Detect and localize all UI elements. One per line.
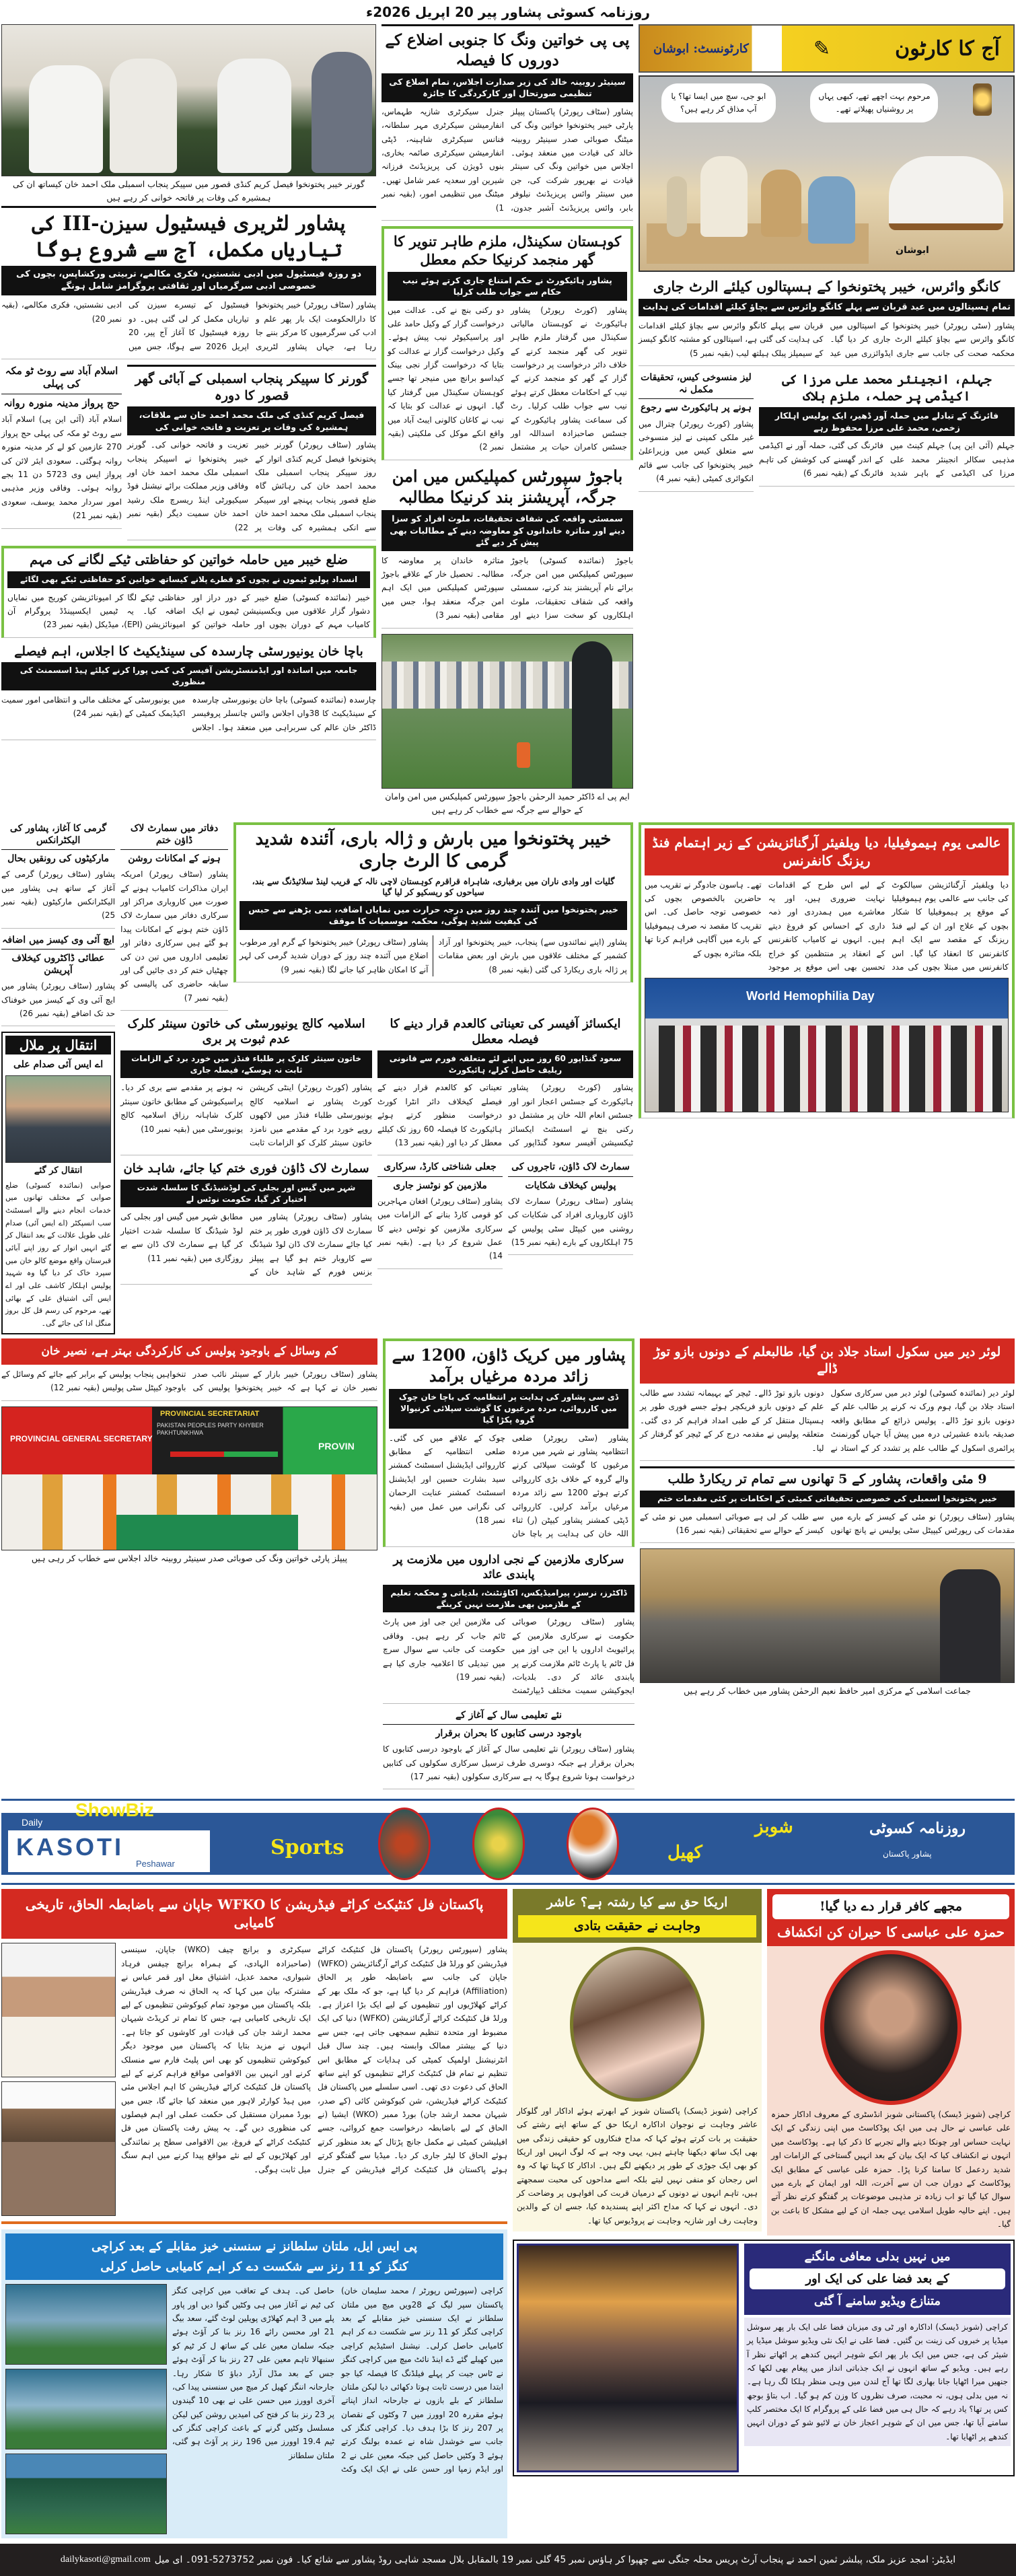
headline: باجوڑ سپورٹس کمپلیکس میں امن جرگہ، آپریشنز بند کرنیکا مطالبہ [392,466,623,507]
story-body: اسلام آباد (آئی این پی) اسلام آباد سے روٹ ٹو مکہ کی پہلی حج پرواز 270 عازمین کو لے کر مدینہ منورہ روانہ ہوگئی۔ سعودی ایئر لائن کی پرواز ایس وی 5723 دن 11 بجے روانہ ہوئی۔ وفاقی وزیر مذہبی امور سردار محمد یوسف، سعودی (بقیہ نمبر 21) [1,415,122,521]
headline-line-2: حج پرواز مدینہ منورہ روانہ [3,396,120,409]
subheadline: تمام ہسپتالوں میں عید قربان سے پہلے کانگو وائرس سے بچاؤ کیلئے اقدامات کی ہدایت [639,299,1015,316]
section-top [0,24,1016,818]
story-fiza-ali [513,2240,1015,2476]
obituary-sub: انتقال کر گئے [34,1165,83,1176]
subheadline: خیبر پختونخوا میں آئندہ چند روز میں درجہ حرارت میں نمایاں اضافہ، نمی بڑھنے سے حبس کی کیفیت شدید ہوگی، محکمہ موسمیات کا موقف [240,901,627,930]
photo-psl-batting [5,2284,167,2365]
story-bajaur-jirga [382,466,633,629]
football-goalkeeper-icon [472,1808,525,1880]
story-excise-officer [377,1016,633,1155]
photo-governor-fateha [1,24,376,176]
story-islamia-college [120,1016,372,1155]
story-body: پشاور (سٹاف رپورٹر) گورنر خیبر پختونخوا فیصل کریم کنڈی اتوار کے روز سپیکر پنجاب اسمبلی ملک محمد احمد خان کی رہائش گاہ ضلع قصور پنجاب پہنچے اور سپیکر پنجاب اسمبلی ملک محمد احمد خان سے انکی ہمشیرہ کی وفات پر تعزیت و فاتحہ خوانی کی۔ گورنر خیبر پختونخوا نے اسپیکر پنجاب اسمبلی ملک محمد احمد خان اور وفاقی وزیر مملکت برائے نیشنل فوڈ سیکیورٹی اینڈ ریسرچ ملک رشید احمد خان سمیت دیگر (بقیہ نمبر 22) [127,440,377,532]
footer-imprint-bar [0,2544,1016,2576]
photo-psl-celebration [5,2454,167,2534]
story-body: کراچی (سپورٹس رپورٹر / محمد سلیمان خان) پاکستان سپر لیگ کے 28ویں میچ میں ملتان سلطانز نے ایک سنسنی خیز مقابلے کے بعد کراچی کنگز کو 11 رنز سے شکست دے کر اہم کامیابی حاصل کرلی۔ نیشنل اسٹیڈیم کراچی میں کھیلے گئے ڈے اینڈ نائٹ میچ میں کراچی کنگز نے ٹاس جیت کر پہلے فیلڈنگ کا فیصلہ کیا جو ابتدا میں درست ثابت ہوتا دکھائی دیا لیکن ملتان سلطانز کے بلے بازوں نے جارحانہ انداز اپناتے ہوئے مقررہ 20 اوورز میں 7 وکٹوں کے نقصان پر 207 رنز کا بڑا ہدف دیا۔ کراچی کنگز کی جانب سے خوشدل شاہ نے عمدہ بولنگ کرتے ہوئے 3 وکٹیں حاصل کیں جبکہ معین علی نے 2 اور ایڈم زمپا اور حسن علی نے ایک ایک وکٹ حاصل کی۔ ہدف کے تعاقب میں کراچی کنگز کی ٹیم نے آغاز میں ہی وکٹیں گنوا دیں اور پاور پلے میں 3 اہم کھلاڑی پویلین لوٹ گئے، سعد بیگ 21 اور محسن رائے 16 رنز بنا کر آؤٹ ہوئے جبکہ سلمان معین علی کے ساتھ ل کر ٹیم کو سنبھالا تاہم معین علی 27 رنز بنا کر آؤٹ ہوئے جس کے بعد مڈل آرڈر دباؤ کا شکار رہا۔ جارحانہ اننگز کھیل کر میچ میں سنسنی پیدا کی، آخری اوورز میں حسن علی نے بھی 10 گیندوں پر 23 رنز بنا کر فتح کی امیدیں روشن کیں لیکن مسلسل وکٹیں گرنے کے باعث کراچی کنگز کی ٹیم 19.4 اوورز میں 196 رنز پر آؤٹ ہو گئی، ملتان سلطانز [172,2286,504,2474]
story-body: کراچی (شوبز ڈیسک) اداکارہ اور ٹی وی میزبان فضا علی ایک بار پھر سوشل میڈیا پر خبروں کی زینت بن گئیں۔ فضا علی نے ایک نئی ویڈیو سوشل میڈیا پر شیئر کی ہے، جس میں ایک بار پھر انکے شوہر انہیں کندھے پر اٹھاتے نظر آ رہے ہیں۔ ویڈیو کے ساتھ انہوں نے ایک جذباتی انداز میں پیغام بھی لکھا کہ جنھیں میرا اٹھایا جانا بھاری لگا تھا آج لندن میں وہی منظر ہلکا لگ رہا ہے۔ نہ میں بدلی ہوں، نہ محبت، صرف نظروں کا وزن کم ہو گیا۔ اب بتاؤ بوجھ کس پر تھا؟ یاد رہے کہ حال ہی میں فضا علی کے پروگرام کا ایک مختصر کلپ سامنے آیا تھا، جس میں ان کے شوہر اعجاز خان نے لائیو شو کے دوران انہیں کندھے پر اٹھایا تھا۔ [744,2318,1011,2447]
sports-balls-icon [567,1808,619,1880]
cartoonist-credit: کارٹونسٹ: ابوشان [653,41,749,56]
story-wfko-karate [1,1889,507,2224]
story-body: چارسدہ (نمائندہ کسوٹی) باچا خان یونیورسٹی چارسدہ کے سینڈیکیٹ کا 38واں اجلاس وائس چانسلر پروفیسر ڈاکٹر خان عالم کی سربراہی میں منعقد ہوا۔ اجلاس میں یونیورسٹی کے مختلف مالی و انتظامی امور سمیت اکیڈیمک کمیٹی کے (بقیہ نمبر 24) [1,694,377,732]
cricket-ball-icon [378,1808,431,1880]
headline-line-2: ہونے پر ہائیکورٹ سے رجوع [640,402,752,414]
section-third [0,1338,1016,1795]
subheadline: سمسئی واقعہ کی شفاف تحقیقات، ملوث افراد کو سزا دینے اور متاثرہ خاندانوں کو معاوضہ دینے کے مطالبات بھی پیش کر دیے گئے [382,510,633,551]
story-hiv-cases [1,934,115,1027]
story-ashir-wajahat [513,1889,762,2231]
story-body: پشاور (سٹاف رپورٹر) گرمی کے آغاز کے ساتھ ہی پشاور میں الیکٹرانکس مارکیٹوں (بقیہ نمبر 25) [1,869,116,921]
story-jhelum-attack [759,371,1015,487]
headline-line-2: عطائی ڈاکٹروں کیخلاف آپریشن [11,952,105,976]
headline-line-1: مجھے کافر قرار دے دیا گیا! [772,1894,1009,1919]
story-body: لوئر دیر (نمائندہ کسوٹی) لوئر دیر میں سرکاری سکول استاد جلاد بن گیا، ہوم ورک نہ کرنے پر طالب علم کے دونوں بازو توڑ ڈالے۔ پولیس ذرائع کے مطابق واقعہ صدیقہ باندہ عشیرئی درہ میں پیش آیا جہاں گورنمنٹ پرائمری اسکول کے طالب علم پر تشدد کر کے استاد نے دونوں بازو توڑ ڈالے۔ ٹیچر کے بہیمانہ تشدد سے طالب علم کے دونوں بازو فریکچر ہوئے جسے فوری طور پر ہسپتال منتقل کر کے طبی امداد فراہم کر دی گئی۔ متعلقہ پولیس نے مقدمہ درج کر کے ٹیچر کو گرفتار کر لیا۔ [640,1388,1015,1453]
obituary-body: صوابی (نمائندہ کسوٹی) ضلع صوابی کے مختلف تھانوں میں خدمات انجام دینے والے اسسٹنٹ سب انسپکٹر (اے ایس آئی) صدام علی طویل علالت کے بعد انتقال کر گئے انہیں اتوار کے روز اپنے آبائی قبرستان واقع موضع کالو خان میں سپرد خاک کر دیا گیا وہ شہید پولیس اہلکار کاشف علی اور اے ایس آئی اشتیاق علی کے بھائی تھے، مرحوم کی رسم قل کل بروز منگل ادا کی جائے گی۔ [5,1180,112,1328]
subheadline: جامعہ میں اساتذہ اور ایڈمنسٹریشن آفیسر کی کمی پورا کرنے کیلئے ہیڈ اسسمنٹ کی منظوری [1,662,376,690]
story-body: پشاور (سٹاف رپورٹر) امریکہ ایران مذاکرات کامیاب ہونے کے صورت میں کاروباری مراکز اور سرکاری دفاتر میں سمارٹ لاک ڈاؤن ختم ہونے کے امکانات پیدا ہو گئے ہیں سرکاری دفاتر اور تعلیمی اداروں میں تین دن کی چھٹیاں ختم کر دی جائیں گی اور سابقہ حاضری کی پالیسی کو (بقیہ نمبر 7) [120,869,228,1003]
story-body: پشاور (سٹاف رپورٹر) خیبر بازار کے سینئر نائب صدر نصیر خان نے کہا ہے کہ خیبر پختونخوا پولیس کی تنخواہیں پنجاب پولیس کے برابر کیے جائے کم وسائل کے باوجود کیپٹل سٹی پولیس (بقیہ نمبر 12) [1,1369,377,1393]
headline-box [767,1889,1015,1946]
headline-line-2: ملازمین کو نوٹسز جاری [393,1180,487,1191]
headline-line-3: متنازع ویڈیو سامنے آ گئی [813,2294,941,2309]
headline-line-1: گرمی کا آغاز، پشاور کی الیکٹرانکس [9,822,107,846]
story-body: کراچی (شوبز ڈیسک) پاکستانی شوبز انڈسٹری کے معروف اداکار حمزہ علی عباسی نے حال ہی میں ایک پوڈکاسٹ میں اپنی زندگی کے ایک نہایت حساس اور چونکا دینے والے تجربے کا ذکر کیا ہے۔ پوڈکاسٹ میں انہوں نے انکشاف کیا کہ ایک بیان کے بعد انہیں گستاخی کے الزامات اور شدید ردعمل کا سامنا کرنا پڑا۔ حمزہ علی عباسی کے مطابق ایک پوڈکاسٹ کے دوران جب ان سے آخرت، اللہ اور ایمان کے بارے میں سوال کیا گیا تو اب زیادہ تر مذہبی موضوعات پر گفتگو کرتے نظر آتے ہیں۔ اپنے حالیہ طویل اسلامی یہی جملہ ان کے لیے مشکل کا باعث بن گیا۔ [771,2110,1011,2229]
headline-box [744,2244,1011,2315]
story-smart-lockdown-shahid [120,1161,372,1285]
story-khyber-vaccination [1,546,376,638]
story-congo-virus [639,277,1015,366]
story-body-1: پشاور (اپنے نمائندوں سے) پنجاب، خیبر پختونخوا اور آزاد کشمیر کے مختلف علاقوں میں بارش اور بعض مقامات پر ژالہ باری ریکارڈ کی گئی (بقیہ نمبر 8) [438,937,627,974]
arrow-icon [170,1452,278,1457]
photo-jamaat-speech [640,1548,1015,1683]
story-govt-employees-ban [383,1552,634,1704]
headline-line-2: کے بعد فضا علی کی ایک اور [750,2268,1005,2289]
story-body: پشاور (سٹاف رپورٹر) نو مئی کے کیسز کے بارے میں مقدمات کی رپورٹس کیپیٹل سٹی پولیس نے پانچ تھانوں سے طلب کر لی ہے صوبائی اسمبلی میں نو مئی کے کیسز کے حوالے سے تحقیقاتی (بقیہ نمبر 16) [640,1511,1015,1535]
obituary-name: اے ایس آئی صدام علی [13,1059,104,1071]
headline: ایکسائز آفیسر کی تعیناتی کالعدم قرار دینے کا فیصلہ معطل [390,1017,621,1047]
lantern-icon [973,83,992,116]
showbiz-sports-banner [1,1799,1015,1885]
headline-line-1: نئے تعلیمی سال کے آغاز کے [455,1709,563,1721]
banner-khel-urdu: کھیل [667,1842,702,1863]
photo-ppp-caption: پیپلز پارٹی خواتین ونگ کی صوبائی صدر سینیٹر روبینہ خالد اجلاس سے خطاب کر رہی ہیں [31,1552,348,1563]
subheadline: ڈاکٹرز، نرسز، پیرامیڈیکس، اکاؤنٹنٹ، بلدیاتی و محکمہ تعلیم کے ملازمین بھی ملازمت نہیں کرینگے [383,1585,634,1613]
photo-hamza [820,1950,961,2105]
event-banner-text: World Hemophilia Day [746,989,875,1003]
headline: پشاور لٹریری فیسٹیول سیزن-III کی تیاریاں مکمل، آج سے شروع ہوگا [32,212,346,262]
banner-peshawar: Peshawar [136,1859,175,1869]
subheadline: خاتون سینئر کلرک پر طلباء فنڈز میں خورد برد کے الزامات ثابت نہ ہوسکے، فیصلہ جاری [120,1050,372,1079]
subheadline: سعود گنڈاپور 60 روز میں اپنے لئے متعلقہ فورم سے قانونی ریلیف حاصل کرلے، ہائیکورٹ [377,1050,633,1079]
kasoti-logo: روزنامہ کسوٹی [869,1820,966,1838]
banner-sports: Sports [270,1836,344,1860]
story-body: پشاور (سٹاف رپورٹر) نئے تعلیمی سال کے آغاز کے باوجود درسی کتابوں کا بحران برقرار ہے جبکہ دوسری طرف ترسیل سرکاری سکولوں کی کتابیں درخواست ہونا شروع ہوگا یہ ہے سرکاری سکولوں (بقیہ نمبر 17) [383,1744,634,1781]
cartoon-image [639,75,1015,272]
story-body: پشاور (کورٹ رپورٹر) پشاور ہائیکورٹ نے کوہستان مالیاتی سکینڈل میں گرفتار ملزم طاہر تنویر کی گھر منجمد کرنے کے خلاف دائر درخواست پر درخواست گزار کے گھر کو منجمد کرنے کے نیب کے احکامات معطل کرتے ہوئے نیب سے جواب طلب کرلیا۔ رٹ کی سماعت پشاور ہائیکورٹ کے جسٹس صاحبزادہ اسداللہ اور جسٹس کامران حیات پر مشتمل دو رکنی بنچ نے کی۔ عدالت میں درخواست گزار کے وکیل حامد علی اور پراسیکیوٹر نیب پیش ہوئے۔ وکیل درخواست گزار نے عدالت کو بتایا کہ درخواست گزار نجی بینک کیداسو برانچ میں منیجر تھا جسے کوہستان سکینڈل میں گرفتار کیا گیا۔ انہوں نے عدالت کو بتایا کہ نیب نے کاغان کالونی ایبٹ آباد میں واقع انکے موکل کی ملکیتی (بقیہ نمبر 2) [388,305,627,452]
pencil-icon: ✎ [813,36,831,61]
headline-line-2: وجاہت نے حقیقت بتادی [518,1915,756,1937]
headline: ضلع خیبر میں حاملہ خواتین کو حفاظتی ٹیکے لگانے کی مہم [30,552,348,568]
photo-karate-official-1 [1,1943,116,2077]
subheadline: فیصل کریم کنڈی کی ملک محمد احمد خان سے ملاقات، ہمشیرہ کی وفات پر تعزیت و فاتحہ خوانی کی [127,406,376,435]
story-rain-heat-alert [233,822,633,982]
cartoon-signature: ابوشان [896,245,929,256]
headline-line-1: جعلی شناختی کارڈ، سرکاری [384,1161,497,1173]
cartoon-title: آج کا کارٹون [895,36,1000,61]
photo-jamaat-caption: جماعت اسلامی کے مرکزی امیر حافظ نعیم الرحمٰن پشاور میں خطاب کر رہے ہیں [684,1686,971,1696]
story-lower-dir-teacher [640,1338,1015,1461]
story-textbook-crisis [383,1709,634,1790]
story-body: پشاور (سٹی رپورٹر) خیبر پختونخوا کے اسپتالوں میں کانگو وائرس سے بچاؤ کیلئے الرٹ جاری کر دیا گیا۔ محکمہ صحت کی جانب سے جاری ایڈوائزری میں عید قربان سے پہلے کانگو وائرس سے بچاؤ کیلئے اقدامات کی ہدایت کی گئی ہے، اسپتالوں کو مشتبہ کانگو کیسز کے سیمپلز پبلک ہیلتھ لیب (بقیہ نمبر 5) [639,320,1015,358]
story-body: پشاور (کورٹ رپورٹر) چترال میں غیر ملکی کمپنی نے لیز منسوخی سے متعلق کیس میں وزیراعلیٰ خیبر پختونخوا کی جانب سے قائم انکوائری کمیٹی (بقیہ نمبر 4) [639,419,754,484]
photo-psl-wicket [5,2369,167,2449]
headline: باچا خان یونیورسٹی چارسدہ کی سینڈیکیٹ کا اجلاس، اہم فیصلے [14,643,363,659]
story-may9-records [640,1466,1015,1543]
headline: لوئر دیر میں سکول استاد جلاد بن گیا، طالبعلم کے دونوں بازو توڑ ڈالے [640,1338,1015,1384]
obituary-title: انتقال پر ملال [5,1036,111,1054]
headline: پی پی خواتین ونگ کا جنوبی اضلاع کے دوروں کا فیصلہ [385,31,630,69]
headline-line-2: پولیس کیخلاف شکایات [525,1180,616,1191]
story-body: جہلم (آئی این پی) جہلم کینٹ میں مذہبی سکالر انجینئر محمد علی مرزا کی اکیڈمی کے باہر شدید فائرنگ کی گئی، حملہ آور نے اکیڈمی کے اندر گھسنے کی کوشش کی تاہم فائرنگ کے (بقیہ نمبر 6) [759,441,1015,478]
story-kohistan-scandal [382,226,633,460]
headline-line-1: ایچ آئی وی کیسز میں اضافہ [2,934,114,945]
banner-showbiz: ShowBiz [75,1799,154,1821]
headline-box [5,2233,503,2280]
story-body: باجوڑ (نمائندہ کسوٹی) باجوڑ سپورٹس کمپلیکس میں امن جرگہ، برائے نام آپریشنز بند کرنے، سمسئی واقعہ کی شفاف تحقیقات، ملوث اہلکاروں کو سخت سزا دینے اور متاثرہ خاندان پر معاوضہ کا مطالبہ۔ تحصیل خار کے علاقے باجوڑ سپورٹس کمپلیکس میں ایک اہم امن جرگہ منعقد ہوا، جس میں مقامی (بقیہ نمبر 3) [382,555,633,620]
story-police-nasir-khan [1,1338,377,1401]
story-literary-festival [1,206,376,359]
section-second [0,822,1016,1334]
subheadline: پشاور ہائیکورٹ نے حکم امتناع جاری کرتے ہوئے نیب حکام سے جواب طلب کرلیا [388,272,627,301]
column-middle [382,24,633,818]
photo-jirga-caption: ایم پی اے ڈاکٹر حمید الرحمٰن باجوڑ سپورٹس کمپلیکس میں امن وامان کے حوالے سے جرگہ سے خطاب کر رہے ہیں [385,791,630,815]
story-bacha-khan-university [1,643,376,740]
banner-mid-text: PAKISTAN PEOPLES PARTY KHYBER PAKHTUNKHWA [157,1421,264,1437]
story-body: پشاور (سٹاف رپورٹر) پشاور میں سمارٹ لاک ڈاؤن فوری طور پر ختم کیا جائے سمارٹ لاک ڈان لوڈ شیڈنگ سے کاروبار ختم ہو گیا ہے پیپلز بزنس فورم کے شاہد خان کے مطابق شہر میں گیس اور بجلی کی لوڈ شیڈنگ کا سلسلہ شدت اختیار کر گیا ہے سمارٹ لاک ڈان سے بے روزگاری میں (بقیہ نمبر 11) [120,1212,372,1277]
story-crackdown-dead-chickens [383,1338,634,1547]
story-body: پشاور (کورٹ رپورٹر) اینٹی کرپشن کورٹ پشاور نے اسلامیہ کالج یونیورسٹی طلباء فنڈز میں لاکھوں روپے خورد برد کے مقدمے میں نامزد خاتون سینئر کلرک کو الزامات ثابت نہ ہونے پر مقدمے سے بری کر دیا۔ پراسیکیوشن کے مطابق خاتون سینئر کلرک شاہانہ رزاق اسلامیہ کالج یونیورسٹی میں (بقیہ نمبر 10) [120,1083,372,1148]
story-hemophilia-conference [639,822,1015,1119]
headline-line-1: میں نہیں بدلی معافی مانگنے [804,2249,951,2264]
story-heat-electronics [1,822,115,929]
subheadline: ڈی سی پشاور کی ہدایت پر انتظامیہ کی باچا خان چوک میں کارروائی، مردہ مرغیوں کا گوشت سپلائی کرنیوالا گروہ پکڑا گیا [389,1389,628,1428]
headline-line-1: دفاتر میں سمارٹ لاک ڈاؤن ختم [130,822,219,846]
headline-line-1: لیز منسوخی کیس، تحقیقات مکمل نہ [641,372,752,396]
banner-showbiz-urdu: شوبز [755,1817,793,1838]
column-right [639,24,1015,497]
photo-bajaur-jirga [382,634,633,789]
photo-obituary-portrait [5,1075,111,1163]
section-sports-showbiz [0,1889,1016,2538]
headline-line-2: مارکیٹوں کی رونقیں بحال [7,853,109,864]
obituary-box [1,1032,115,1334]
headline-line-2: ہونے کے امکانات روشن [128,853,221,864]
story-traders-complaints [508,1161,633,1255]
photo-governor-caption: گورنر خیبر پختونخوا فیصل کریم کنڈی قصور میں سپیکر پنجاب اسمبلی ملک احمد خان کیساتھ ان کی ہمشیرہ کی وفات پر فاتحہ خوانی کر رہے ہیں [13,179,365,203]
speech-bubble-father: مرحوم بہت اچھے تھے، کبھی یہاں پر روشنیاں پھیلاتے تھے۔ [810,83,938,122]
story-psl-multan-karachi [1,2229,507,2538]
column-left [1,24,376,746]
headline: پشاور میں کریک ڈاؤن، 1200 سے زائد مردہ مرغیاں برآمد [392,1345,626,1386]
headline: کم وسائل کے باوجود پولیس کی کارکردگی بہتر ہے، نصیر خان [1,1338,377,1365]
story-smart-lockdown-offices [120,822,228,1011]
footer-email-link[interactable]: dailykasoti@gmail.com [60,2554,151,2565]
story-body: خیبر (نمائندہ کسوٹی) ضلع خیبر کے دور دراز اور دشوار گزار علاقوں میں ویکسینیشن ٹیموں نے ایک کامیاب مہم کے دوران بچوں اور حاملہ خواتین کو حفاظتی ٹیکے لگا کر امیونائزیشن کوریج میں نمایاں اضافہ کیا۔ یہ ٹیمیں ایکسپینڈڈ پروگرام آن امیونائزیشن (EPI)، میڈیکل (بقیہ نمبر 23) [7,592,371,630]
cartoon-header [639,24,1015,73]
photo-ashir-erika [570,1947,704,2102]
story-lease-case [639,371,754,492]
banner-daily: Daily [22,1817,43,1828]
headline: پاکستان فل کنٹیکٹ کراٹے فیڈریشن کا WFKO جاپان سے باضابطہ الحاق، تاریخی کامیابی [1,1889,507,1939]
headline: گورنر کا سپیکر پنجاب اسمبلی کے آبائی گھر قصور کا دورہ [135,371,369,403]
story-body: پشاور (کورٹ رپورٹر) پشاور ہائیکورٹ کے جسٹس اعجاز انور اور جسٹس انعام اللہ خان پر مشتمل دو رکنی بنچ نے اسسٹنٹ ایکسائز ٹیکسیشن آفیسر سعود گنڈاپور کی تعیناتی کو کالعدم قرار دینے کے فیصلے کیخلاف دائر انٹرا کورٹ درخواست منظور کرتے ہوئے ہائیکورٹ کا فیصلہ 60 روز تک کیلئے معطل کر دیا اور (بقیہ نمبر 13) [377,1083,633,1148]
subheadline: فائرنگ کے تبادلے میں حملہ آور ڈھیر، ایک پولیس اہلکار زخمی، محمد علی مرزا محفوظ رہے [759,407,1015,436]
headline-line-2: حمزہ علی عباسی کا حیران کن انکشاف [776,1924,1005,1941]
story-body: کراچی (شوبز ڈیسک) پاکستان شوبز کے ابھرتے ہوئے اداکار اور گلوکار عاشر وجاہت نے نوجوان اداکارہ اریکا حق کے ساتھ اپنے رشتے کی حقیقت پر بات کرتے ہوئے کہا کہ مداح فنکاروں کو حقیقی زندگی میں بھی ایک ساتھ دیکھنا چاہتے ہیں، یہی وجہ ہے کہ لوگ انہیں اور اریکا کو بھی ایک جوڑی کے طور پر دیکھنے لگے ہیں۔ اداکار کا کہنا تھا کہ وہ اس رجحان کو منفی نہیں لیتے بلکہ اسے مداحوں کی محبت سمجھتے ہیں، تاہم انہوں نے دونوں کے درمیان قربت کی افواہوں پر وضاحت کر دی۔ انہوں نے کہا کہ مداح اکثر اپنے پسندیدہ کیا، جسے ان کے والدین وجاہت رف اور شازیہ وجاہت نے پروڈیوس کیا تھا۔ [517,2106,758,2225]
story-body: پشاور (سٹاف رپورٹر) صوبائی حکومت نے سرکاری ملازمین کے پرائیویٹ اداروں یا این جی اوز میں فل ٹائم یا پارٹ ٹائم ملازمت کرنے پر پابندی عائد کر دی۔ بلدیات، ایجوکیشن سمیت مختلف ڈیپارٹمنٹ کی ملازمین این جی اوز میں پارٹ ٹائم جاب کر رہے ہیں۔ وفاقی حکومت کی جانب سے سوال سرچ میں تبدیلی کا اعلامیہ جاری کیا ہے (بقیہ نمبر 19) [383,1617,634,1696]
headline: خیبر پختونخوا میں بارش و ژالہ باری، آئندہ شدید گرمی کا الرٹ جاری [255,828,612,872]
masthead-dateline: روزنامہ کسوٹی پشاور پیر 20 اپریل 2026ء [366,4,650,20]
headline-box [513,1889,762,1942]
headline-line-1: اریکا حق سے کیا رشتہ ہے؟ عاشر [546,1895,728,1910]
story-governor-visit [127,365,376,540]
banner-kasoti: KASOTI [16,1833,124,1861]
headline: کانگو وائرس، خیبر پختونخوا کے ہسپتالوں کیلئے الرٹ جاری [653,278,1001,295]
subheadline: شہر میں گیس اور بجلی کی لوڈشیڈنگ کا سلسلہ شدت اختیار کر گیا، حکومت نوٹس لے [120,1180,372,1208]
headline: سرکاری ملازمین کے نجی اداروں میں ملازمت پر پابندی عائد [393,1552,624,1581]
story-fake-id-cards [377,1161,503,1268]
kasoti-logo-sub: پشاور پاکستان [883,1849,932,1859]
photo-hemophilia-event [645,978,1009,1112]
headline-line-2: باوجود درسی کتابوں کا بحران برقرار [435,1728,582,1740]
photo-karate-official-2 [1,2081,116,2216]
headline-line-1: سمارٹ لاک ڈاؤن، تاجروں کی [511,1161,630,1173]
banner-mid-top-text: PROVINCIAL SECRETARIAT [160,1409,260,1418]
subheadline: دو روزہ فیسٹیول میں ادبی نشستیں، فکری مکالمے، تربیتی ورکشاپس، بچوں کی خصوصی ادبی سرگرمیاں اور ثقافتی پروگرامز شامل ہونگے [1,266,376,295]
kicker: گلیات اور وادی ناران میں برفباری، شاہراہ قراقرم کوہستان لاچی نالہ کے قریب لینڈ سلائیڈنگ سے بند، سیاحوں کو ریسکیو کر لیا گیا [252,876,615,898]
headline-line-2: کنگز کو 11 رنز سے شکست دے کر اہم کامیابی حاصل کرلی [100,2259,408,2274]
story-body: دیا ویلفیئر آرگنائزیشن سیالکوٹ کی جانب سے عالمی یوم ہیموفیلیا کے موقع پر ہیموفیلیا کا شکار بچوں کے علاج اور ان کے لیے فنڈ ریزنگ کے مقصد سے ایک اہم کانفرنس کا انعقاد کیا گیا۔ اس کانفرنس میں مبتلا بچوں کی مدد کے لیے اس طرح کے اقدامات نہایت ضروری ہیں، اور یہ معاشرے میں ہمدردی اور ذمہ داری کے احساس کو فروغ دیتے ہیں۔ انہوں نے کامیاب کانفرنس کے انعقاد پر منتظمین کو خراج تحسین بھی اس موقع پر موجود تھے۔ ہاسون جادوگر نے تقریب میں حاضرین بالخصوص بچوں کی خصوصی توجہ حاصل کی۔ اس تقریب کا مقصد نہ صرف ہیموفیلیا کے بارے میں آگاہی فراہم کرنا تھا بلکہ متاثرہ بچوں کے [645,880,1009,972]
story-body: پشاور (سٹاف رپورٹر) خیبر پختونخوا کا دارالحکومت ایک بار پھر علم و ادب کی سرگرمیوں کا مرکز بننے جا رہا ہے، جہاں پشاور لٹریری فیسٹیول کے تیسرے سیزن کی تیاریاں مکمل کر لی گئی ہیں۔ دو روزہ فیسٹیول کا آغاز آج پیر، 20 اپریل 2026 سے ہوگا، جس میں ادبی نشستیں، فکری مکالمے، (بقیہ نمبر 20) [1,300,377,351]
headline-line-1: اسلام آباد سے روٹ ٹو مکہ کی پہلی [5,364,118,390]
photo-ppp-women-meeting [1,1406,377,1550]
subheadline: خیبر پختونخوا اسمبلی کی خصوصی تحقیقاتی کمیٹی کے احکامات پر کئی مقدمات ختم [640,1491,1015,1507]
headline: اسلامیہ کالج یونیورسٹی کی خاتون سینئر کلرک عدم ثبوت پر بری [127,1017,365,1047]
story-body-2: پشاور (سٹاف رپورٹر) خیبر پختونخوا کے گرم اور مرطوب اضلاع میں آئندہ چند روز کے دوران شدید گرمی کی لہر آنے کا امکان ظاہر کیا جانے لگا (بقیہ نمبر 9) [240,935,433,976]
covered-bulb-icon [889,156,1003,230]
story-body: پشاور (سٹاف رپورٹر) پاکستان پیپلز پارٹی خیبر پختونخوا خواتین ونگ کی میٹنگ صوبائی صدر سینیٹر روبینہ خالد کی قیادت میں منعقد ہوئی۔ اجلاس میں خواتین ونگ کی سینئر قیادت نے بھرپور شرکت کی، جن میں سینئر وائس پریزیڈنٹ نیلوفر بابر، وائس پریزیڈنٹ آشبر جدون، جنرل سیکرٹری شازیہ طہماس، انفارمیشن سیکرٹری مہر سلطانہ، فنانس سیکرٹری شاہینہ، ڈپٹی انفارمیشن سیکرٹری صائمہ بخاری، بنوں ڈویژن کی پریزیڈنٹ فرزانہ شیرین اور سعدیہ عمر شامل تھیں۔ میٹنگ میں تنظیمی امور، (بقیہ نمبر 1) [382,106,633,213]
headline: کوہستان سکینڈل، ملزم طاہر تنویر کا گھر منجمد کرنیکا حکم معطل [393,232,622,269]
banner-right-text: PROVIN [318,1440,355,1452]
story-body: پشاور (سپورٹس رپورٹر) پاکستان فل کنٹیکٹ کراٹے فیڈریشن کو ورلڈ فل کنٹیکٹ کراٹے آرگنائزیشن (WFKO) جاپان کی جانب سے باضابطہ طور پر الحاق (Affiliation) فراہم کر دیا گیا ہے، جو کہ ملک بھر کے کراٹے کھلاڑیوں اور تنظیموں کے لیے ایک بڑا اعزاز ہے۔ ورلڈ فل کنٹیکٹ کراٹے آرگنائزیشن (WFKO) دنیا کی ایک مضبوط اور متحدہ تنظیم سمجھی جاتی ہے، جس سے دنیا کے بیشتر ممالک وابستہ ہیں۔ چند سال قبل انٹرنیشنل اولمپک کمیٹی کی ہدایات کے مطابق اس تنظیم نے تمام فل کنٹیکٹ کراٹے تنظیموں کو اپنے ساتھ الحاق کی دعوت دی تھی۔ اسی سلسلے میں پاکستان فل کنٹیکٹ کراٹے فیڈریشن، شن کیوکوشن کائی (کے صدر، شیہان محمد ارشد جان) بورڈ ممبر (WKO) ایشیا (نے الحاق کے لیے باضابطہ درخواست جمع کروائی، جسے افیلیشن کمیٹی نے مکمل جانچ پڑتال کے بعد منظور کرتے ہوئے الحاق کا لیٹر جاری کر دیا۔ میڈیا سے گفتگو کرتے ہوئے پاکستان فل کنٹیکٹ کراٹے فیڈریشن کے جنرل سیکرٹری و برانچ چیف (WKO) جاپان، سینسی (صاحبزادہ الہادی، کے ہمراہ برانچ چیفس فرہاد شیواری، محمد عدیل، اشتیاق مغل اور قمر عباس نے مشترکہ بیان میں کہا کہ یہ الحاق نہ صرف فیڈریشن بلکہ پاکستان میں موجود تمام کیوکوشن تنظیموں کے لیے ایک تاریخی کامیابی ہے، جس کا تمام تر کریڈٹ شیہان محمد ارشد جان کی قیادت اور کاوشوں کو جاتا ہے۔ انہوں نے مزید بتایا کہ پاکستان میں موجود دیگر کیوکوشن تنظیموں کو بھی اس پلیٹ فارم سے منسلک کرنے اور انہیں بین الاقوامی مواقع فراہم کرنے کے لیے پاکستان فل کنٹیکٹ کراٹے فیڈریشن کا اہم اجلاس مئی میں ہیڈ کوارٹر لاہور میں منعقد کیا جائے گا، جس میں بورڈ ممبران مستقبل کی حکمت عملی اور اہم فیصلوں کی منظوری دیں گے۔ یہ پیش رفت پاکستان میں فل کنٹیکٹ کراٹے کے فروغ، بین الاقوامی سطح پر نمائندگی اور کھلاڑیوں کے لیے نئے مواقع پیدا کرنے میں اہم سنگ میل ثابت ہوگی۔ [121,1945,507,2174]
banner-left-text: PROVINCIAL GENERAL SECRETARY [10,1433,153,1443]
story-body: پشاور (سٹاف رپورٹر) سمارٹ لاک ڈاؤن کاروباری افراد کی شکایات کی روشنی میں کیپٹل سٹی پولیس کے 75 اہلکاروں کے بارے (بقیہ نمبر 15) [508,1196,633,1247]
headline: سمارٹ لاک ڈاؤن فوری ختم کیا جائے، شاہد خان [123,1161,369,1176]
headline-line-1: پی ایس ایل، ملتان سلطانز نے سنسنی خیز مقابلے کے بعد کراچی [91,2240,417,2254]
story-body: پشاور (سٹاف رپورٹر) پشاور میں ایچ آئی وی کے کیسز میں خوفناک حد تک اضافے (بقیہ نمبر 26) [1,981,116,1019]
story-body: پشاور (سٹاف رپورٹر) افغان مہاجرین کو قومی کارڈ بنانے کے الزامات میں سرکاری ملازمین کو نوٹس دینے کا عمل شروع کر دیا ہے۔ (بقیہ نمبر 14) [377,1196,503,1261]
subheadline: انسداد پولیو ٹیموں نے بچوں کو قطرے پلانے کیساتھ خواتین کو حفاظتی ٹیکے بھی لگائے [7,571,370,588]
headline: 9 مئی واقعات، پشاور کے 5 تھانوں سے تمام تر ریکارڈ طلب [667,1472,987,1487]
story-hamza-ali-abbasi [767,1889,1015,2235]
photo-fiza-ali-london [517,2244,739,2472]
story-ppp-women [382,24,633,221]
story-body: پشاور (سٹی رپورٹر) ضلعی انتظامیہ پشاور نے شہر میں مردہ مرغیوں کا گوشت سپلائی کرنے والے گروہ کے خلاف بڑی کارروائی کرتے ہوئے 1200 سے زائد مردہ مرغیاں برآمد کرلیں۔ کارروائی ڈپٹی کمشنر پشاور کیپٹن (ر) ثناء اللہ خان کی ہدایت پر باچا خان چوک کے علاقے میں کی گئی۔ ضلعی انتظامیہ کے مطابق کارروائی ایڈیشنل اسسٹنٹ کمشنر سید بشارت حسین اور ایڈیشنل اسسٹنٹ کمشنر عنایت الرحمان کی نگرانی میں عمل میں (بقیہ نمبر 18) [389,1433,628,1539]
story-hajj-flight [1,365,122,529]
headline: عالمی یوم ہیموفیلیا، دیا ویلفیئر آرگنائزیشن کے زیر اہتمام فنڈ ریزنگ کانفرنس [645,828,1009,875]
footer-imprint: ایڈیٹر: امجد عزیز ملک، پبلشر ثمین احمد نے پنجاب آرٹ پریس محلہ جنگی سے چھپوا کر ہاؤس نمبر 45 گلی نمبر 19 بالمقابل بلال مسجد شاہی روڈ پشاور سے شائع کیا۔ فون نمبر 5273752-091۔ ای میل [154,2554,956,2566]
headline: جہلم، انجینئر محمد علی مرزا کی اکیڈمی پر حملہ، ملزم ہلاک [782,372,992,404]
subheadline: سینیٹر روبینہ خالد کی زیر صدارت اجلاس، تمام اضلاع کی تنظیمی صورتحال اور کارکردگی کا جائزہ [382,73,633,102]
speech-bubble-child: ابو جی، سچ میں ایسا تھا؟ یا آپ مذاق کر رہے ہیں؟ [661,83,776,122]
